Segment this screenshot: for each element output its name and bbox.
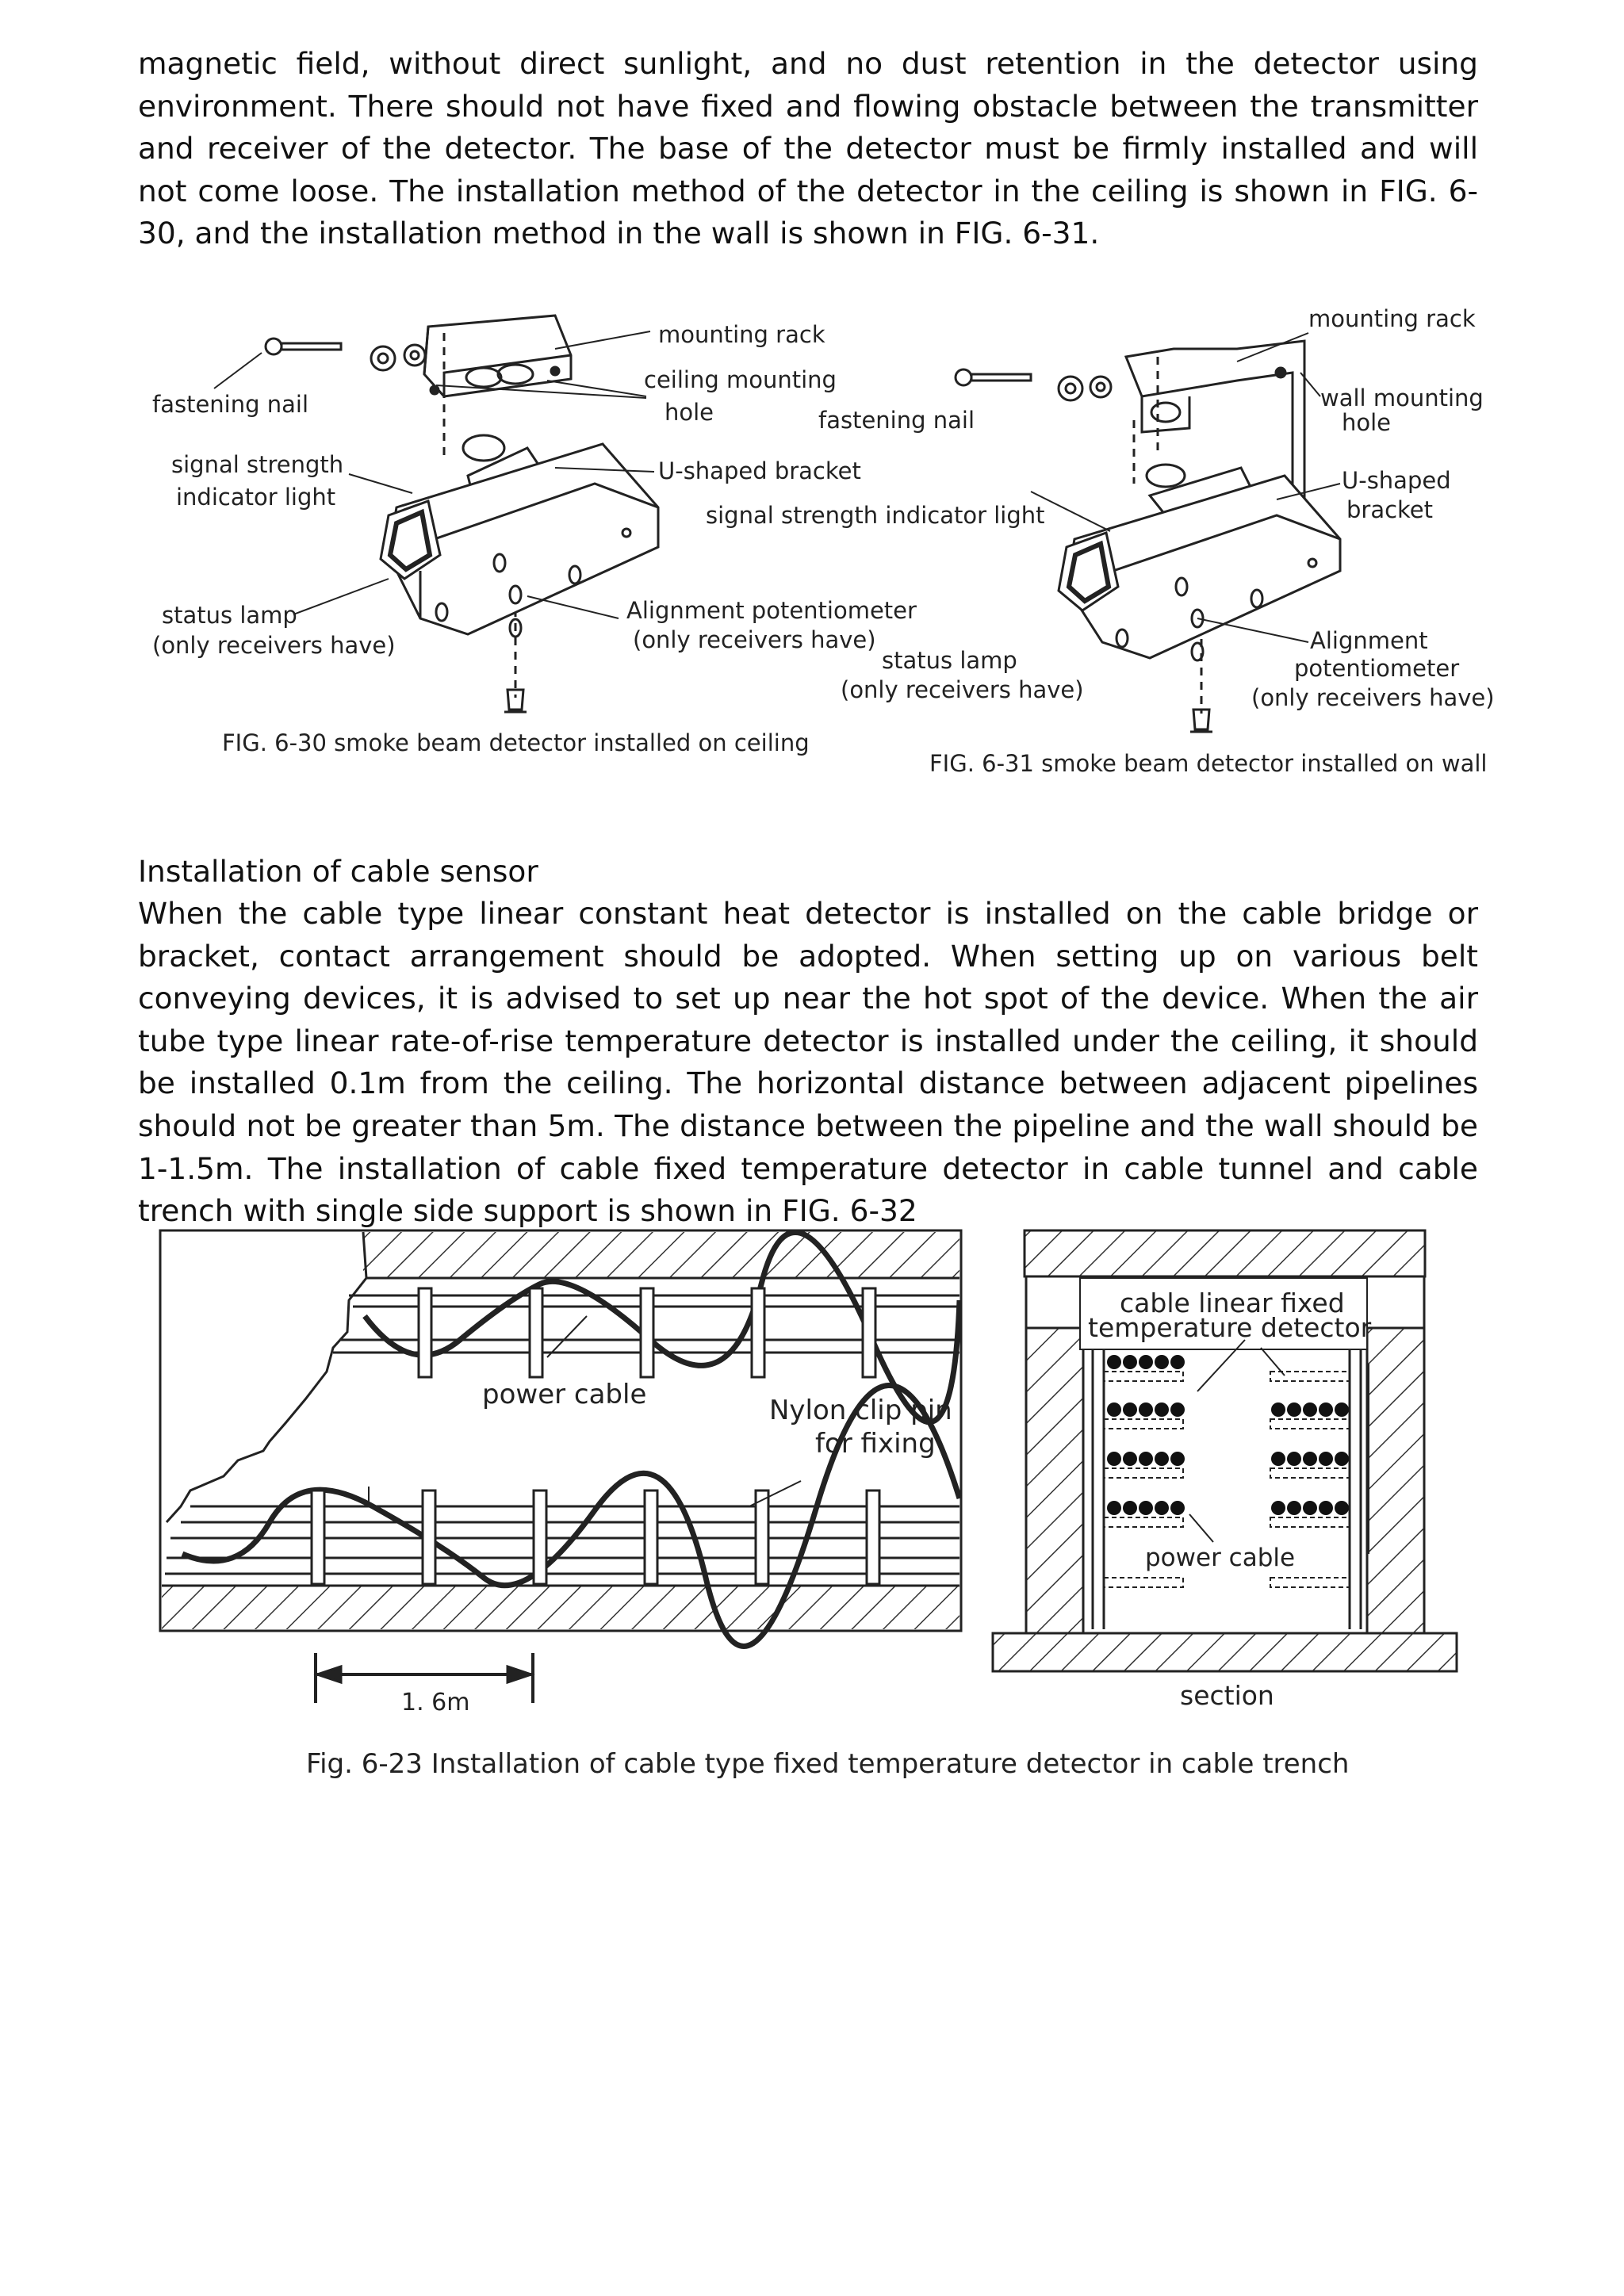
section-label: section [1180,1680,1274,1711]
dimension-label: 1. 6m [401,1689,470,1716]
fig631-status-label: status lamp [882,647,1017,674]
fig630-ceiling-hole-label: ceiling mounting [644,366,837,393]
fig631-status-label-2: (only receivers have) [841,676,1084,703]
nylon-clip-label-2: for fixing [815,1428,936,1460]
section-heading: Installation of cable sensor [138,854,538,889]
fig630-status-label-2: (only receivers have) [152,632,396,659]
fig631-mounting-rack-label: mounting rack [1308,305,1476,332]
fig630-signal-label: signal strength [171,451,344,478]
fig630-mounting-rack-label: mounting rack [658,321,825,348]
detector-label-2: temperature detector [1088,1312,1372,1343]
power-cable-label: power cable [482,1379,647,1410]
intro-paragraph: magnetic field, without direct sunlight, and no dust retention in the detector using environment. There should not have fixed and flowing obstacle between the transmitter and receiver of the detector. The base of the detector must be firmly installed and will not come loose. The installation method of the detector in the ceiling is shown in FIG. 6-30, and the installation method in the wall is shown in FIG. 6-31. [138,46,1478,251]
fig630-signal-label-2: indicator light [176,484,336,511]
fig631-alignment-label-3: (only receivers have) [1251,684,1495,711]
fig631-signal-label: signal strength indicator light [706,502,1045,529]
detector-label: cable linear fixed [1120,1288,1345,1318]
fig631-wall-hole-label: wall mounting [1320,385,1484,411]
cable-sensor-paragraph: When the cable type linear constant heat detector is installed on the cable bridge or bracket, contact arrangement should be adopted. When setting up on various belt conveying devices, it is advised to set up near the hot spot of the device. When the air tube type linear rate-of-rise temperature detector is installed under the ceiling, it should be installed 0.1m from the ceiling. The horizontal distance between adjacent pipelines should not be greater than 5m. The distance between the pipeline and the wall should be 1-1.5m. The installation of cable fixed temperature detector in cable tunnel and cable trench with single side support is shown in FIG. 6-32 [138,896,1478,1229]
fig630-alignment-label: Alignment potentiometer [626,597,917,624]
fig631-caption: FIG. 6-31 smoke beam detector installed on wall [929,750,1488,777]
fig631-u-bracket-label-2: bracket [1346,496,1434,523]
fig631-alignment-label: Alignment [1310,627,1428,654]
fig631-fastening-nail-label: fastening nail [818,407,975,434]
fig623-caption: Fig. 6-23 Installation of cable type fixed temperature detector in cable trench [306,1748,1350,1780]
fig630-ceiling-hole-label-2: hole [665,399,714,426]
fig630-fastening-nail-label: fastening nail [152,391,309,418]
nylon-clip-label: Nylon clip pin [769,1395,952,1426]
fig630-caption: FIG. 6-30 smoke beam detector installed on ceiling [222,729,810,756]
trench-plan-view [160,1230,961,1703]
section-power-cable-label: power cable [1145,1544,1296,1572]
fig631-u-bracket-label: U-shaped [1342,467,1451,494]
fig630-status-label: status lamp [162,602,297,629]
fig631-wall-hole-label-2: hole [1342,409,1392,436]
fig630-alignment-label-2: (only receivers have) [633,626,876,653]
fig630-u-bracket-label: U-shaped bracket [658,457,861,484]
fig631-alignment-label-2: potentiometer [1294,655,1460,682]
